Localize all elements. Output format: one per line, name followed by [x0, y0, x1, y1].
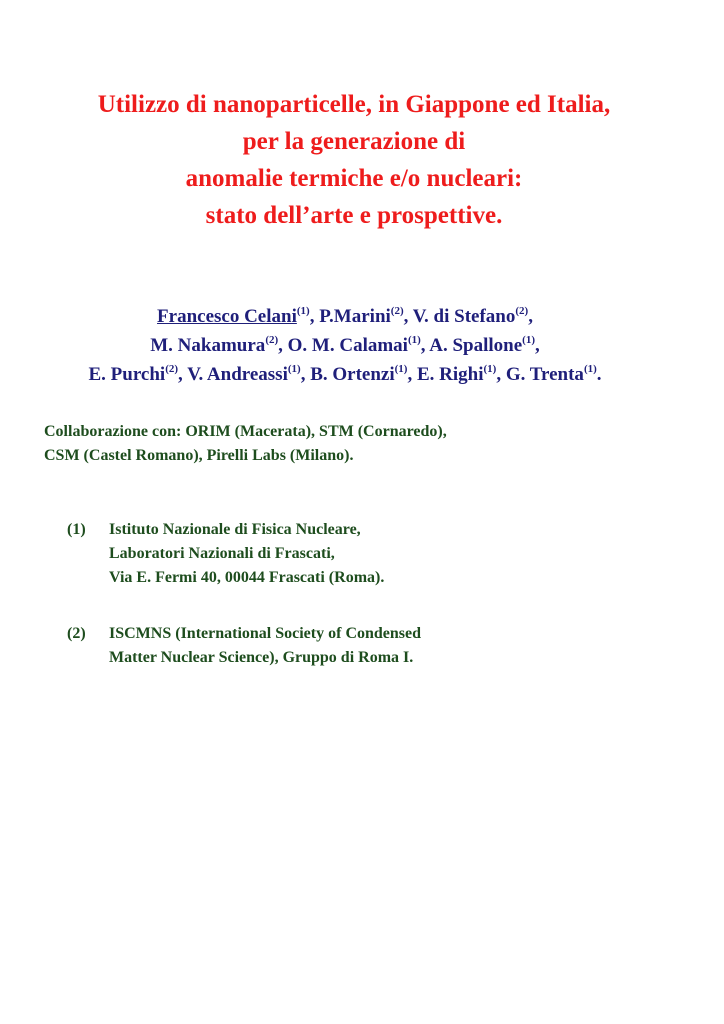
author-name-nakamura: M. Nakamura	[150, 335, 266, 356]
author-name-spallone: , A. Spallone	[420, 335, 523, 356]
author-line-2	[0, 331, 690, 360]
author-affiliation-mark: (2)	[265, 334, 279, 346]
author-affiliation-mark: (2)	[390, 305, 404, 317]
author-affiliation-mark: (1)	[394, 363, 408, 375]
title-line-1: Utilizzo di nanoparticelle, in Giappone ed Italia,	[97, 91, 611, 118]
author-affiliation-mark: (1)	[483, 363, 497, 375]
affiliation-line: Laboratori Nazionali di Frascati,	[109, 545, 335, 562]
author-name-trenta: , G. Trenta	[496, 364, 584, 385]
author-affiliation-mark: (2)	[165, 363, 179, 375]
author-affiliation-mark: (1)	[287, 363, 301, 375]
author-affiliation-mark: (1)	[407, 334, 421, 346]
author-name-celani: Francesco Celani	[157, 306, 297, 327]
collaboration-line-1: Collaborazione con: ORIM (Macerata), STM (Cornaredo),	[44, 423, 447, 440]
author-line-3	[0, 360, 690, 389]
document-title	[0, 86, 708, 234]
affiliation-line: Via E. Fermi 40, 00044 Frascati (Roma).	[109, 569, 385, 586]
author-name-calamai: , O. M. Calamai	[278, 335, 408, 356]
affiliation-number: (1)	[67, 521, 86, 538]
author-name-di-stefano: , V. di Stefano	[403, 306, 516, 327]
author-list	[0, 302, 690, 389]
author-separator: ,	[535, 335, 540, 356]
author-name-purchi: E. Purchi	[88, 364, 166, 385]
title-line-3: anomalie termiche e/o nucleari:	[185, 165, 523, 192]
author-name-righi: , E. Righi	[407, 364, 484, 385]
author-name-marini: , P.Marini	[309, 306, 391, 327]
author-line-1	[0, 302, 690, 331]
author-affiliation-mark: (1)	[296, 305, 310, 317]
affiliation-line: ISCMNS (International Society of Condensed	[109, 625, 422, 642]
affiliation-line: Matter Nuclear Science), Gruppo di Roma I.	[109, 649, 414, 666]
author-affiliation-mark: (1)	[522, 334, 535, 346]
affiliation-line: Istituto Nazionale di Fisica Nucleare,	[109, 521, 361, 538]
author-separator: ,	[528, 306, 533, 327]
title-line-2: per la generazione di	[242, 128, 466, 155]
affiliation-number: (2)	[67, 625, 86, 642]
affiliation-text	[109, 622, 421, 670]
author-separator: .	[596, 364, 602, 385]
author-name-ortenzi: , B. Ortenzi	[300, 364, 395, 385]
author-affiliation-mark: (2)	[515, 305, 529, 317]
collaboration-line-2: CSM (Castel Romano), Pirelli Labs (Milano).	[44, 447, 354, 464]
author-name-andreassi: , V. Andreassi	[178, 364, 288, 385]
title-line-4: stato dell’arte e prospettive.	[205, 202, 503, 229]
affiliation-text	[109, 518, 384, 590]
collaboration-note	[44, 420, 447, 468]
author-affiliation-mark: (1)	[583, 363, 597, 375]
